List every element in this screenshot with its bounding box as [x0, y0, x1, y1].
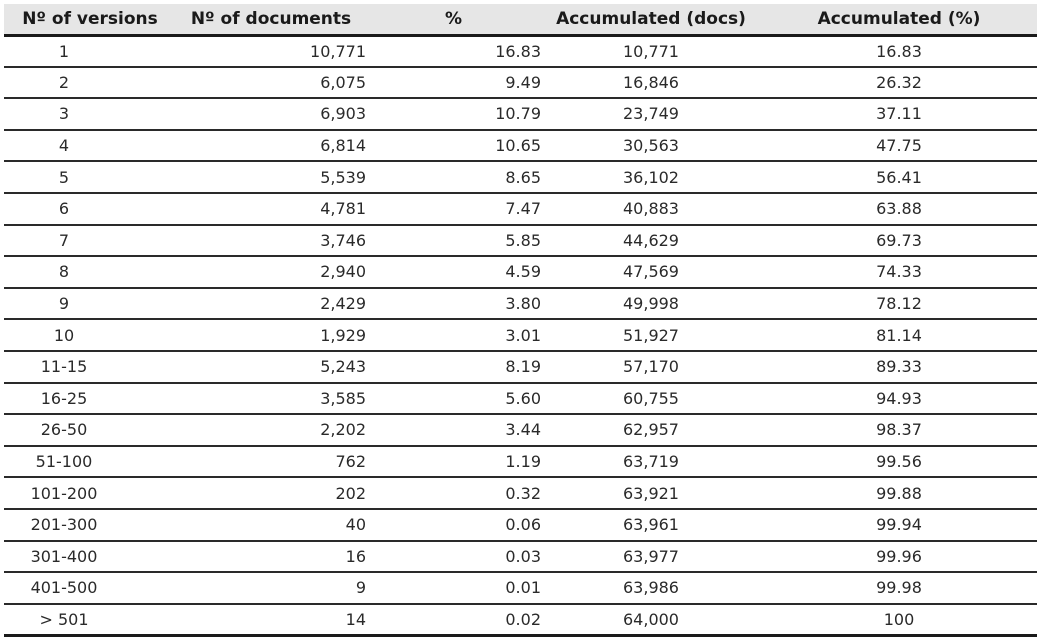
accumulated-docs-cell-text: 63,977 — [623, 546, 679, 566]
accumulated-docs-cell-text: 64,000 — [623, 609, 679, 629]
documents-cell — [176, 541, 366, 573]
percent-cell-text: 3.44 — [505, 420, 541, 440]
percent-cell-text: 0.06 — [505, 515, 541, 535]
versions-cell — [4, 193, 176, 225]
percent-cell — [366, 319, 541, 351]
versions-cell — [4, 35, 176, 67]
documents-cell-text: 9 — [355, 578, 366, 598]
percent-cell — [366, 509, 541, 541]
percent-cell — [366, 225, 541, 257]
percent-cell — [366, 35, 541, 67]
table-row — [4, 477, 1037, 509]
accumulated-docs-cell-text: 49,998 — [623, 294, 679, 314]
documents-cell — [176, 477, 366, 509]
documents-cell-text: 40 — [345, 515, 366, 535]
accumulated-docs-cell-text: 16,846 — [623, 72, 679, 92]
percent-cell — [366, 67, 541, 99]
table-row — [4, 319, 1037, 351]
versions-table-container — [4, 4, 1037, 637]
documents-cell-text: 16 — [345, 546, 366, 566]
accumulated-docs-cell — [541, 161, 761, 193]
table-row — [4, 161, 1037, 193]
accumulated-docs-cell-text: 62,957 — [623, 420, 679, 440]
percent-cell — [366, 541, 541, 573]
versions-cell — [4, 414, 176, 446]
header-versions: Nº of versions — [4, 4, 176, 35]
versions-cell — [4, 477, 176, 509]
versions-cell-text: 4 — [58, 136, 70, 156]
percent-cell — [366, 446, 541, 478]
table-row — [4, 351, 1037, 383]
documents-cell — [176, 414, 366, 446]
documents-cell — [176, 319, 366, 351]
accumulated-docs-cell — [541, 446, 761, 478]
accumulated-percent-cell-text: 63.88 — [876, 199, 922, 219]
versions-cell-text: 1 — [58, 41, 70, 61]
versions-cell-text: 10 — [53, 325, 75, 345]
accumulated-percent-cell — [761, 35, 1037, 67]
percent-cell-text: 8.65 — [505, 167, 541, 187]
accumulated-percent-cell — [761, 130, 1037, 162]
table-row — [4, 98, 1037, 130]
accumulated-percent-cell — [761, 225, 1037, 257]
versions-cell — [4, 67, 176, 99]
versions-cell — [4, 604, 176, 636]
versions-cell-text: 51-100 — [35, 452, 93, 472]
versions-cell-text: 26-50 — [40, 420, 88, 440]
documents-cell — [176, 288, 366, 320]
accumulated-percent-cell-text: 98.37 — [876, 420, 922, 440]
documents-cell-text: 2,940 — [320, 262, 366, 282]
accumulated-percent-cell — [761, 383, 1037, 415]
accumulated-percent-cell-text: 37.11 — [876, 104, 922, 124]
versions-cell — [4, 225, 176, 257]
versions-cell — [4, 351, 176, 383]
accumulated-percent-cell — [761, 67, 1037, 99]
accumulated-percent-cell-text: 78.12 — [876, 294, 922, 314]
accumulated-docs-cell-text: 36,102 — [623, 167, 679, 187]
percent-cell-text: 0.01 — [505, 578, 541, 598]
accumulated-docs-cell — [541, 67, 761, 99]
table-row — [4, 509, 1037, 541]
accumulated-percent-cell — [761, 256, 1037, 288]
documents-cell-text: 6,075 — [320, 72, 366, 92]
percent-cell — [366, 161, 541, 193]
accumulated-percent-cell — [761, 572, 1037, 604]
documents-cell — [176, 130, 366, 162]
accumulated-percent-cell-text: 16.83 — [876, 41, 922, 61]
accumulated-percent-cell-text: 69.73 — [876, 230, 922, 250]
versions-cell-text: 5 — [58, 167, 70, 187]
accumulated-docs-cell — [541, 35, 761, 67]
table-row — [4, 414, 1037, 446]
versions-cell — [4, 161, 176, 193]
accumulated-percent-cell-text: 81.14 — [876, 325, 922, 345]
percent-cell-text: 3.01 — [505, 325, 541, 345]
documents-cell-text: 5,243 — [320, 357, 366, 377]
versions-cell — [4, 541, 176, 573]
accumulated-docs-cell — [541, 256, 761, 288]
percent-cell-text: 0.02 — [505, 609, 541, 629]
percent-cell-text: 8.19 — [505, 357, 541, 377]
percent-cell — [366, 193, 541, 225]
accumulated-docs-cell-text: 30,563 — [623, 136, 679, 156]
accumulated-percent-cell-text: 26.32 — [876, 72, 922, 92]
versions-cell — [4, 319, 176, 351]
documents-cell-text: 3,746 — [320, 230, 366, 250]
table-header — [4, 4, 1037, 35]
accumulated-percent-cell — [761, 446, 1037, 478]
accumulated-percent-cell-text: 99.96 — [876, 546, 922, 566]
table-row — [4, 67, 1037, 99]
accumulated-percent-cell-text: 94.93 — [876, 388, 922, 408]
accumulated-docs-cell — [541, 351, 761, 383]
accumulated-percent-cell — [761, 509, 1037, 541]
accumulated-docs-cell-text: 10,771 — [623, 41, 679, 61]
documents-cell-text: 762 — [335, 452, 366, 472]
table-row — [4, 225, 1037, 257]
accumulated-percent-cell-text: 99.94 — [876, 515, 922, 535]
accumulated-docs-cell-text: 63,719 — [623, 452, 679, 472]
percent-cell — [366, 604, 541, 636]
documents-cell — [176, 351, 366, 383]
accumulated-percent-cell-text: 99.98 — [876, 578, 922, 598]
table-row — [4, 35, 1037, 67]
accumulated-percent-cell — [761, 414, 1037, 446]
accumulated-docs-cell — [541, 541, 761, 573]
documents-cell — [176, 193, 366, 225]
accumulated-percent-cell-text: 89.33 — [876, 357, 922, 377]
documents-cell-text: 2,429 — [320, 294, 366, 314]
accumulated-docs-cell-text: 23,749 — [623, 104, 679, 124]
versions-cell-text: 7 — [58, 230, 70, 250]
table-row — [4, 604, 1037, 636]
accumulated-docs-cell-text: 57,170 — [623, 357, 679, 377]
documents-cell-text: 10,771 — [310, 41, 366, 61]
versions-table — [4, 4, 1037, 637]
percent-cell-text: 10.79 — [495, 104, 541, 124]
percent-cell-text: 3.80 — [505, 294, 541, 314]
header-accumulated-percent: Accumulated (%) — [761, 4, 1037, 35]
table-row — [4, 446, 1037, 478]
versions-cell — [4, 383, 176, 415]
versions-cell-text: 301-400 — [30, 546, 98, 566]
documents-cell — [176, 446, 366, 478]
documents-cell-text: 6,814 — [320, 136, 366, 156]
percent-cell — [366, 572, 541, 604]
accumulated-percent-cell-text: 74.33 — [876, 262, 922, 282]
percent-cell-text: 5.60 — [505, 388, 541, 408]
table-row — [4, 572, 1037, 604]
accumulated-docs-cell — [541, 225, 761, 257]
accumulated-percent-cell — [761, 288, 1037, 320]
accumulated-percent-cell-text: 99.56 — [876, 452, 922, 472]
accumulated-docs-cell-text: 63,961 — [623, 515, 679, 535]
documents-cell — [176, 225, 366, 257]
documents-cell — [176, 256, 366, 288]
percent-cell-text: 10.65 — [495, 136, 541, 156]
versions-cell-text: 2 — [58, 72, 70, 92]
accumulated-docs-cell — [541, 604, 761, 636]
versions-cell — [4, 98, 176, 130]
versions-cell-text: 3 — [58, 104, 70, 124]
accumulated-docs-cell-text: 60,755 — [623, 388, 679, 408]
percent-cell — [366, 383, 541, 415]
accumulated-percent-cell — [761, 193, 1037, 225]
accumulated-docs-cell — [541, 383, 761, 415]
versions-cell — [4, 256, 176, 288]
accumulated-docs-cell — [541, 319, 761, 351]
accumulated-docs-cell — [541, 130, 761, 162]
accumulated-docs-cell-text: 47,569 — [623, 262, 679, 282]
accumulated-percent-cell — [761, 98, 1037, 130]
percent-cell-text: 0.03 — [505, 546, 541, 566]
table-row — [4, 541, 1037, 573]
percent-cell-text: 1.19 — [505, 452, 541, 472]
documents-cell — [176, 604, 366, 636]
accumulated-docs-cell — [541, 288, 761, 320]
documents-cell-text: 2,202 — [320, 420, 366, 440]
header-percent: % — [366, 4, 541, 35]
documents-cell — [176, 572, 366, 604]
accumulated-percent-cell-text: 56.41 — [876, 167, 922, 187]
versions-cell — [4, 446, 176, 478]
accumulated-docs-cell-text: 51,927 — [623, 325, 679, 345]
versions-cell-text: 8 — [58, 262, 70, 282]
documents-cell-text: 5,539 — [320, 167, 366, 187]
versions-cell-text: > 501 — [39, 609, 89, 629]
documents-cell-text: 1,929 — [320, 325, 366, 345]
table-row — [4, 193, 1037, 225]
percent-cell-text: 9.49 — [505, 72, 541, 92]
table-row — [4, 288, 1037, 320]
accumulated-docs-cell-text: 40,883 — [623, 199, 679, 219]
documents-cell — [176, 67, 366, 99]
accumulated-docs-cell-text: 44,629 — [623, 230, 679, 250]
versions-cell — [4, 288, 176, 320]
versions-cell-text: 401-500 — [30, 578, 98, 598]
accumulated-docs-cell — [541, 414, 761, 446]
versions-cell-text: 201-300 — [30, 515, 98, 535]
documents-cell — [176, 383, 366, 415]
percent-cell-text: 7.47 — [505, 199, 541, 219]
accumulated-percent-cell — [761, 351, 1037, 383]
header-row — [4, 4, 1037, 35]
versions-cell — [4, 130, 176, 162]
percent-cell-text: 16.83 — [495, 41, 541, 61]
percent-cell — [366, 414, 541, 446]
percent-cell — [366, 477, 541, 509]
table-row — [4, 130, 1037, 162]
accumulated-docs-cell — [541, 509, 761, 541]
versions-cell-text: 101-200 — [30, 483, 98, 503]
documents-cell-text: 14 — [345, 609, 366, 629]
accumulated-percent-cell — [761, 319, 1037, 351]
accumulated-percent-cell-text: 47.75 — [876, 136, 922, 156]
percent-cell — [366, 288, 541, 320]
documents-cell-text: 202 — [335, 483, 366, 503]
table-row — [4, 256, 1037, 288]
documents-cell — [176, 161, 366, 193]
header-documents: Nº of documents — [176, 4, 366, 35]
accumulated-docs-cell — [541, 477, 761, 509]
accumulated-percent-cell — [761, 604, 1037, 636]
table-row — [4, 383, 1037, 415]
versions-cell-text: 6 — [58, 199, 70, 219]
accumulated-percent-cell — [761, 161, 1037, 193]
accumulated-docs-cell-text: 63,986 — [623, 578, 679, 598]
accumulated-percent-cell-text: 99.88 — [876, 483, 922, 503]
accumulated-docs-cell — [541, 572, 761, 604]
accumulated-percent-cell-text: 100 — [883, 609, 915, 629]
percent-cell-text: 0.32 — [505, 483, 541, 503]
versions-cell — [4, 509, 176, 541]
documents-cell-text: 3,585 — [320, 388, 366, 408]
accumulated-percent-cell — [761, 477, 1037, 509]
documents-cell-text: 6,903 — [320, 104, 366, 124]
percent-cell — [366, 98, 541, 130]
versions-cell — [4, 572, 176, 604]
percent-cell-text: 5.85 — [505, 230, 541, 250]
documents-cell-text: 4,781 — [320, 199, 366, 219]
accumulated-docs-cell-text: 63,921 — [623, 483, 679, 503]
accumulated-percent-cell — [761, 541, 1037, 573]
percent-cell — [366, 130, 541, 162]
accumulated-docs-cell — [541, 98, 761, 130]
header-accumulated-docs: Accumulated (docs) — [541, 4, 761, 35]
versions-cell-text: 9 — [58, 294, 70, 314]
percent-cell — [366, 351, 541, 383]
table-body — [4, 35, 1037, 635]
percent-cell-text: 4.59 — [505, 262, 541, 282]
documents-cell — [176, 98, 366, 130]
versions-cell-text: 11-15 — [40, 357, 88, 377]
percent-cell — [366, 256, 541, 288]
versions-cell-text: 16-25 — [40, 388, 88, 408]
accumulated-docs-cell — [541, 193, 761, 225]
documents-cell — [176, 35, 366, 67]
documents-cell — [176, 509, 366, 541]
